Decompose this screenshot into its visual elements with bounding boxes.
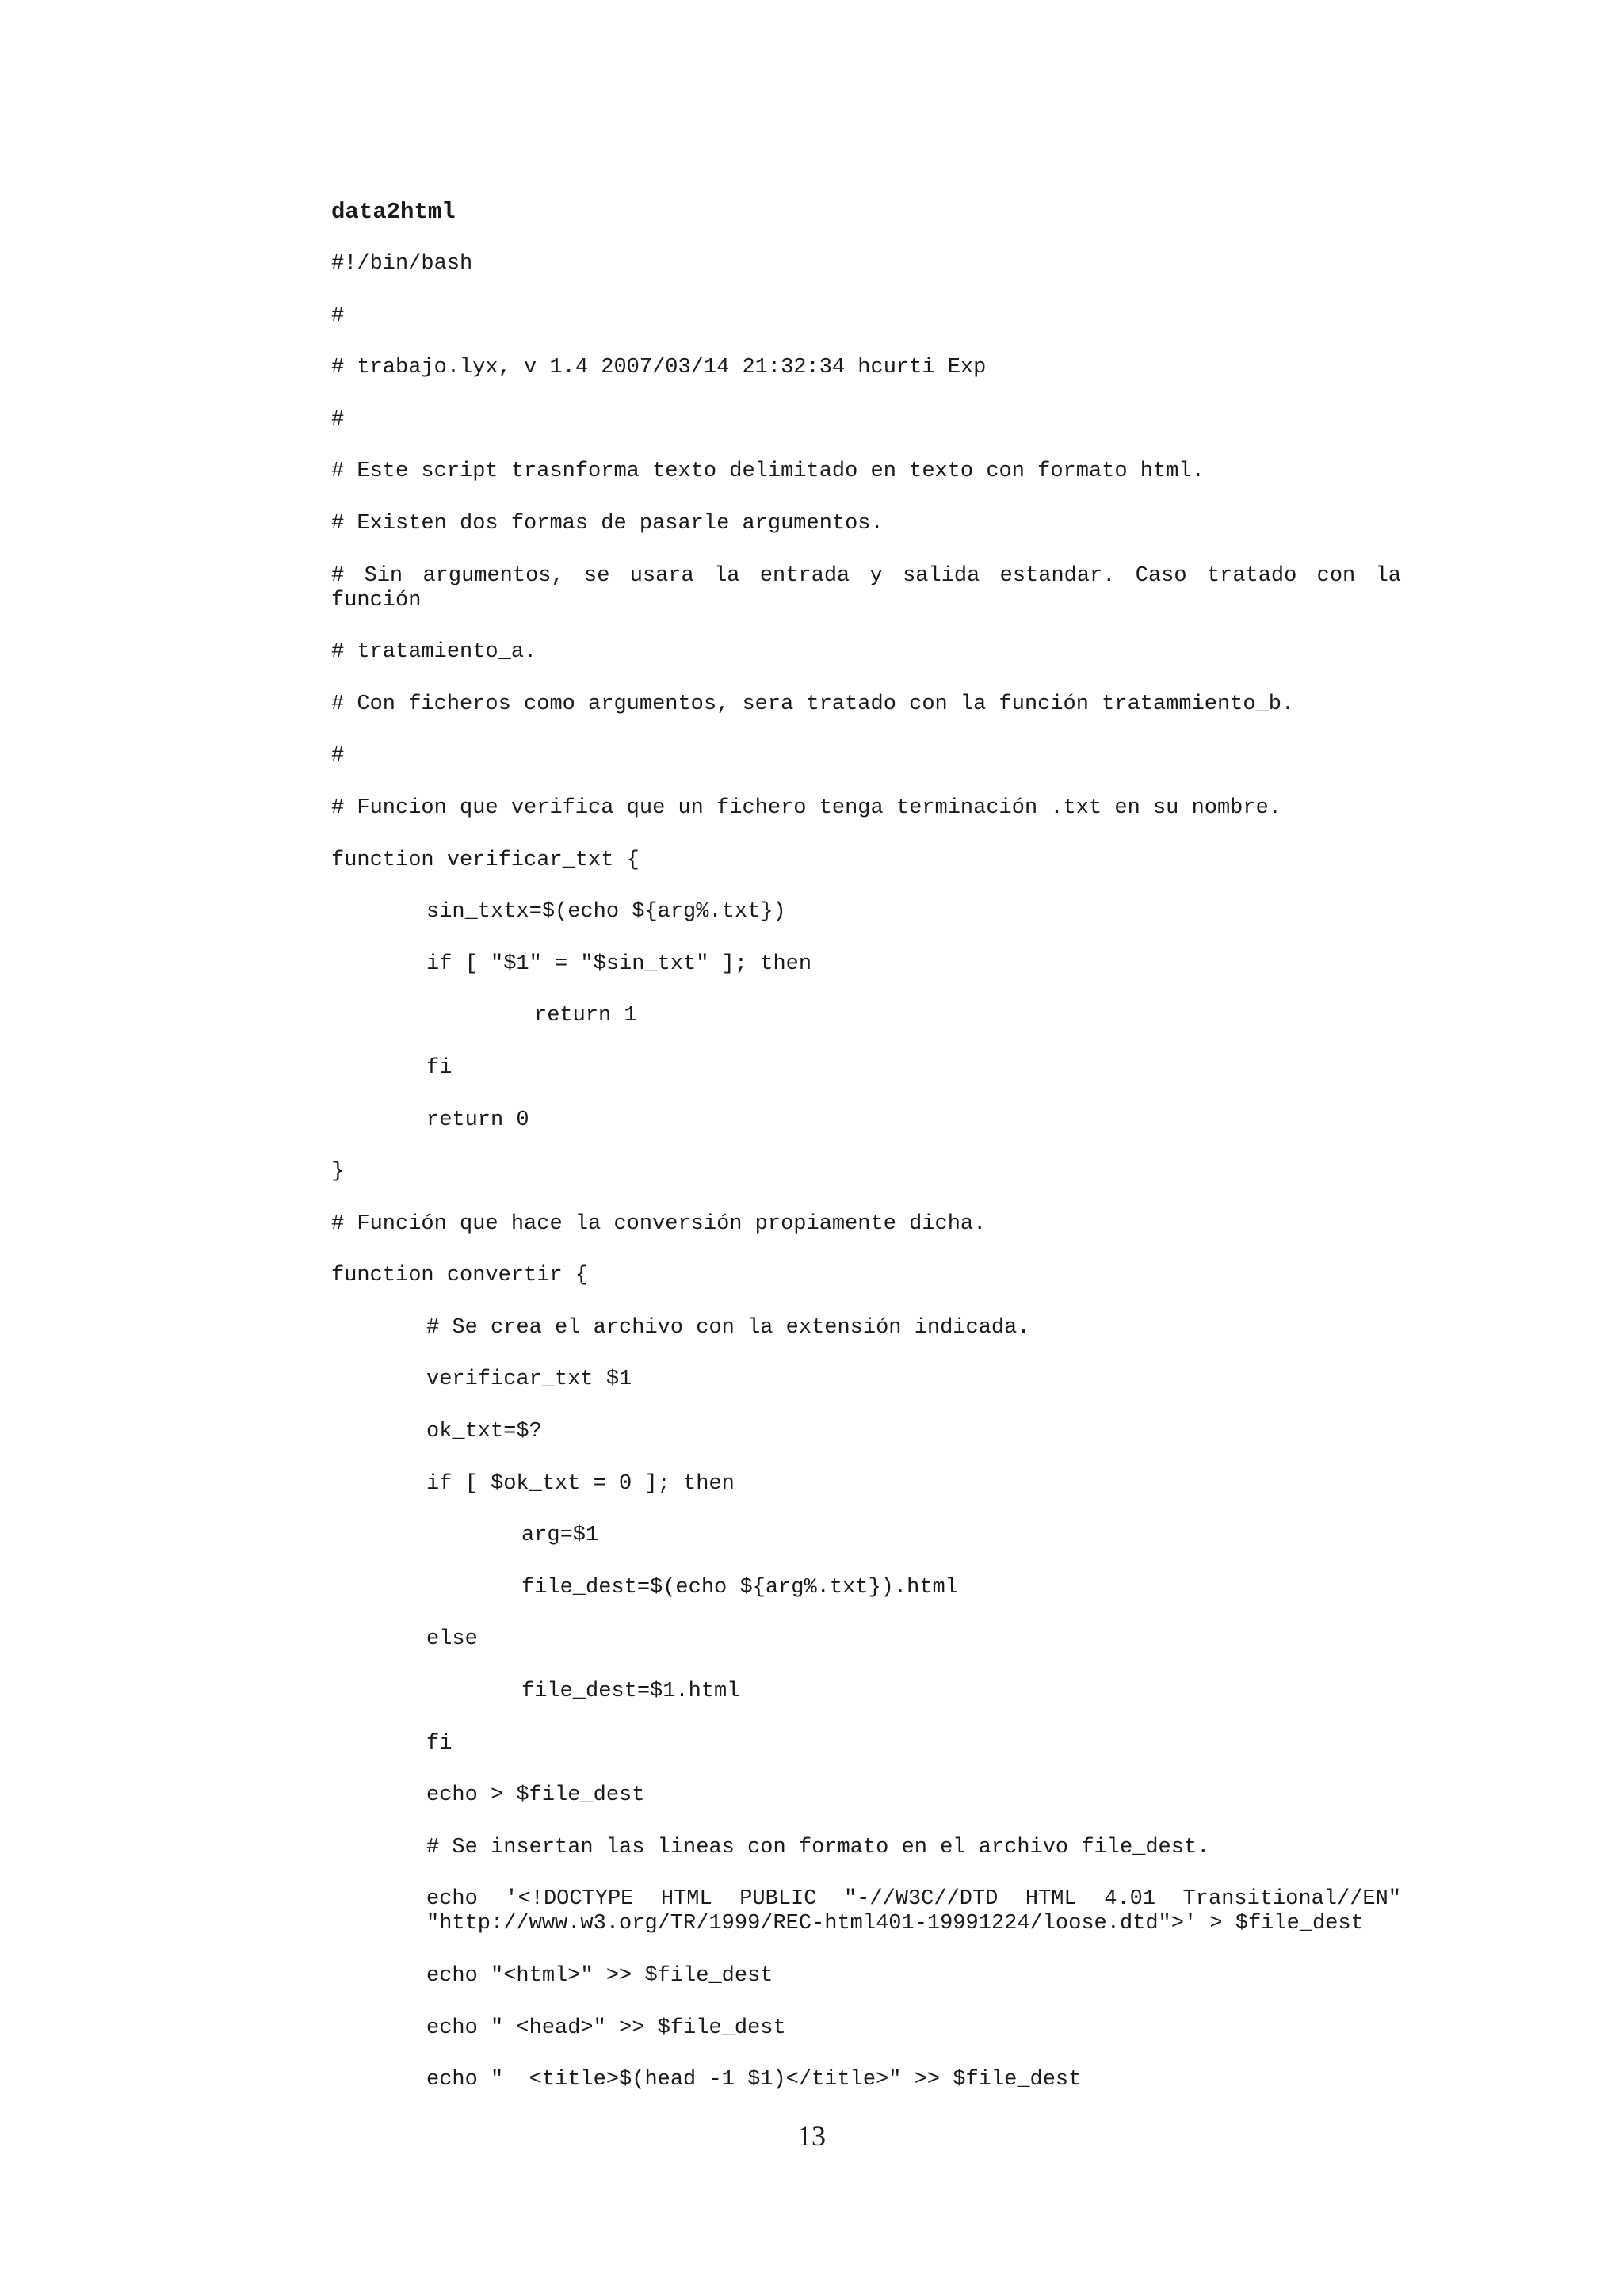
code-line: # Sin argumentos, se usara la entrada y salida estandar. Caso tratado con la función — [331, 563, 1401, 612]
code-line: function verificar_txt { — [331, 848, 640, 872]
code-line: # Funcion que verifica que un fichero tenga terminación .txt en su nombre. — [331, 795, 1281, 820]
code-line: function convertir { — [331, 1264, 589, 1288]
code-line: file_dest=$1.html — [521, 1680, 740, 1704]
code-line: else — [426, 1627, 478, 1652]
code-line: if [ "$1" = "$sin_txt" ]; then — [426, 952, 812, 976]
code-line: arg=$1 — [521, 1524, 599, 1548]
code-line: return 1 — [534, 1004, 637, 1028]
code-line: # Este script trasnforma texto delimitado en texto con formato html. — [331, 460, 1205, 484]
code-line: echo " <head>" >> $file_dest — [426, 2016, 786, 2040]
code-line: # trabajo.lyx, v 1.4 2007/03/14 21:32:34 hcurti Exp — [331, 356, 987, 380]
code-line: # Existen dos formas de pasarle argumentos. — [331, 511, 884, 536]
code-line: # Se insertan las lineas con formato en el archivo file_dest. — [426, 1835, 1210, 1859]
code-line: echo '<!DOCTYPE HTML PUBLIC "-//W3C//DTD HTML 4.01 Transitional//EN" "http://www.w3.org/TR/1999/REC-html401-19991224/loose.dtd">' > $file_dest — [426, 1887, 1401, 1936]
code-line: verificar_txt $1 — [426, 1367, 632, 1392]
code-line: return 0 — [426, 1108, 529, 1132]
code-line: echo > $file_dest — [426, 1783, 645, 1808]
document-title: data2html — [331, 199, 456, 225]
code-line: # — [331, 303, 345, 328]
code-line: # — [331, 744, 345, 769]
code-line: # Función que hace la conversión propiamente dicha. — [331, 1211, 987, 1236]
page-number: 13 — [797, 2120, 826, 2152]
code-line: #!/bin/bash — [331, 252, 473, 276]
code-line: } — [331, 1160, 345, 1184]
code-line: echo "<html>" >> $file_dest — [426, 1964, 773, 1988]
code-line: # Se crea el archivo con la extensión indicada. — [426, 1315, 1030, 1340]
code-line: sin_txtx=$(echo ${arg%.txt}) — [426, 900, 786, 925]
code-line: ok_txt=$? — [426, 1420, 542, 1444]
code-listing — [331, 252, 1401, 2120]
code-line: file_dest=$(echo ${arg%.txt}).html — [521, 1575, 958, 1600]
code-line: # Con ficheros como argumentos, sera tratado con la función tratammiento_b. — [331, 692, 1295, 716]
code-line: echo " <title>$(head -1 $1)</title>" >> $file_dest — [426, 2068, 1082, 2092]
code-line: if [ $ok_txt = 0 ]; then — [426, 1471, 735, 1496]
code-line: # tratamiento_a. — [331, 640, 537, 665]
code-line: fi — [426, 1055, 453, 1080]
code-line: # — [331, 407, 345, 432]
code-line: fi — [426, 1731, 453, 1756]
